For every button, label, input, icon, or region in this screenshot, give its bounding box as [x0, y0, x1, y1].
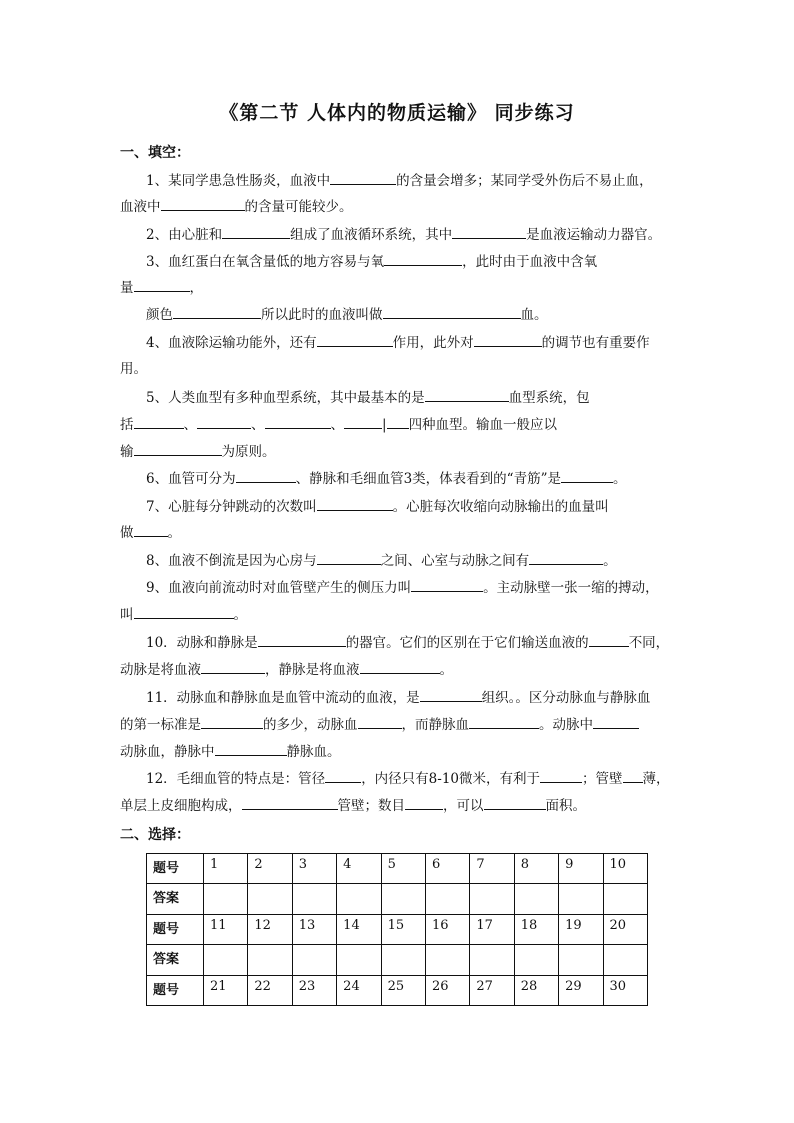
- blank[interactable]: [201, 714, 263, 729]
- blank[interactable]: [236, 468, 296, 483]
- answer-cell[interactable]: [292, 884, 336, 914]
- blank[interactable]: [474, 332, 542, 347]
- question-1-line-1: 1、某同学患急性肠炎，血液中 的含量会增多；某同学受外伤后不易止血，: [146, 170, 653, 191]
- blank[interactable]: [623, 768, 643, 783]
- question-3-line-1: 3、血红蛋白在氧含量低的地方容易与氧 ，此时由于血液中含氧: [146, 251, 597, 272]
- table-row: [147, 884, 648, 914]
- blank[interactable]: [360, 659, 440, 674]
- question-6: 6、血管可分为 、静脉和毛细血管3类，体表看到的“青筋”是 。: [146, 468, 627, 489]
- answer-cell[interactable]: [381, 884, 425, 914]
- question-11-line-2: 的第一标准是 的多少，动脉血 ，而静脉血 。动脉中: [120, 714, 639, 735]
- question-number: 27: [470, 975, 514, 1005]
- blank[interactable]: [258, 632, 346, 647]
- table-row: [147, 945, 648, 975]
- blank[interactable]: [242, 795, 338, 810]
- blank[interactable]: [317, 496, 393, 511]
- question-3-line-3: 颜色 所以此时的血液叫做 血。: [146, 304, 548, 325]
- question-5-line-2: 括 、 、 、 | 四种血型。输血一般应以: [120, 414, 557, 435]
- question-12-line-1: 12．毛细血管的特点是：管径 ，内径只有8-10微米，有利于 ；管壁 薄，: [146, 768, 670, 789]
- answer-cell[interactable]: [248, 884, 292, 914]
- section-fill-in-heading: 一、填空：: [120, 145, 190, 161]
- section-choice-heading: 二、选择：: [120, 827, 190, 843]
- question-number: 11: [204, 914, 248, 944]
- question-number: 1: [204, 854, 248, 884]
- blank[interactable]: [134, 277, 190, 292]
- answer-cell[interactable]: [514, 884, 558, 914]
- table-row: [147, 975, 648, 1005]
- question-number: 17: [470, 914, 514, 944]
- question-10-line-2: 动脉是将血液 ，静脉是将血液 。: [120, 659, 453, 680]
- answer-cell[interactable]: [559, 945, 603, 975]
- blank[interactable]: [265, 414, 331, 429]
- question-9-line-2: 叫 。: [120, 604, 247, 625]
- page-title: 《第二节 人体内的物质运输》 同步练习: [219, 102, 575, 124]
- question-number: 15: [381, 914, 425, 944]
- answer-cell[interactable]: [470, 884, 514, 914]
- question-number: 2: [248, 854, 292, 884]
- question-number: 9: [559, 854, 603, 884]
- blank[interactable]: [452, 224, 526, 239]
- question-10-line-1: 10．动脉和静脉是 的器官。它们的区别在于它们输送血液的 不同，: [146, 632, 669, 653]
- question-11-line-1: 11．动脉血和静脉血是血管中流动的血液，是 组织。。区分动脉血与静脉血: [146, 687, 650, 708]
- question-number: 18: [514, 914, 558, 944]
- question-number: 16: [425, 914, 469, 944]
- question-number: 7: [470, 854, 514, 884]
- answer-cell[interactable]: [204, 945, 248, 975]
- question-number: 12: [248, 914, 292, 944]
- question-number: 6: [425, 854, 469, 884]
- blank[interactable]: [384, 251, 462, 266]
- answer-cell[interactable]: [603, 945, 647, 975]
- row-label: 题号: [147, 975, 204, 1005]
- question-number: 4: [337, 854, 381, 884]
- answer-cell[interactable]: [603, 884, 647, 914]
- blank[interactable]: [215, 741, 287, 756]
- blank[interactable]: [201, 659, 265, 674]
- answer-cell[interactable]: [337, 884, 381, 914]
- blank[interactable]: [358, 714, 402, 729]
- answer-table: [146, 853, 648, 1006]
- blank[interactable]: [387, 414, 409, 429]
- blank[interactable]: [540, 768, 582, 783]
- blank[interactable]: [589, 632, 629, 647]
- question-7-line-2: 做 。: [120, 522, 181, 543]
- question-number: 13: [292, 914, 336, 944]
- question-3-line-2: 量 ，: [120, 277, 203, 298]
- question-9-line-1: 9、血液向前流动时对血管壁产生的侧压力叫 。主动脉壁一张一缩的搏动，: [146, 577, 659, 598]
- question-12-line-2: 单层上皮细胞构成， 管壁；数目 ，可以 面积。: [120, 795, 586, 816]
- question-number: 8: [514, 854, 558, 884]
- blank[interactable]: [484, 795, 546, 810]
- question-number: 22: [248, 975, 292, 1005]
- answer-cell[interactable]: [514, 945, 558, 975]
- question-number: 3: [292, 854, 336, 884]
- question-2: 2、由心脏和 组成了血液循环系统，其中 是血液运输动力器官。: [146, 224, 661, 245]
- question-number: 20: [603, 914, 647, 944]
- blank[interactable]: [420, 687, 482, 702]
- row-label: 答案: [147, 884, 204, 914]
- question-7-line-1: 7、心脏每分钟跳动的次数叫 。心脏每次收缩向动脉输出的血量叫: [146, 496, 609, 517]
- answer-cell[interactable]: [292, 945, 336, 975]
- question-number: 30: [603, 975, 647, 1005]
- blank[interactable]: [173, 304, 261, 319]
- question-number: 21: [204, 975, 248, 1005]
- answer-cell[interactable]: [204, 884, 248, 914]
- blank[interactable]: [469, 714, 539, 729]
- question-number: 10: [603, 854, 647, 884]
- question-11-line-3: 动脉血，静脉中 静脉血。: [120, 741, 341, 762]
- question-1-line-2: 血液中 的含量可能较少。: [120, 196, 353, 217]
- blank[interactable]: [222, 224, 290, 239]
- question-number: 23: [292, 975, 336, 1005]
- question-number: 26: [425, 975, 469, 1005]
- row-label: 题号: [147, 854, 204, 884]
- question-number: 25: [381, 975, 425, 1005]
- blank[interactable]: [425, 387, 509, 402]
- question-4-line-1: 4、血液除运输功能外，还有 作用，此外对 的调节也有重要作: [146, 332, 650, 353]
- answer-cell[interactable]: [248, 945, 292, 975]
- blank[interactable]: [134, 604, 234, 619]
- answer-cell[interactable]: [381, 945, 425, 975]
- blank[interactable]: [561, 468, 613, 483]
- blank[interactable]: [405, 795, 443, 810]
- question-number: 19: [559, 914, 603, 944]
- question-8: 8、血液不倒流是因为心房与 之间、心室与动脉之间有 。: [146, 550, 617, 571]
- blank[interactable]: [134, 414, 184, 429]
- blank[interactable]: [161, 196, 245, 211]
- question-number: 24: [337, 975, 381, 1005]
- blank[interactable]: [317, 550, 381, 565]
- blank[interactable]: [411, 577, 483, 592]
- question-number: 29: [559, 975, 603, 1005]
- blank[interactable]: [529, 550, 603, 565]
- blank[interactable]: [134, 522, 168, 537]
- blank[interactable]: [197, 414, 251, 429]
- blank[interactable]: [593, 714, 639, 729]
- table-row: [147, 914, 648, 944]
- question-number: 5: [381, 854, 425, 884]
- answer-cell[interactable]: [470, 945, 514, 975]
- blank[interactable]: [317, 332, 393, 347]
- row-label: 答案: [147, 945, 204, 975]
- answer-cell[interactable]: [337, 945, 381, 975]
- blank[interactable]: [330, 170, 396, 185]
- blank[interactable]: [344, 414, 382, 429]
- answer-cell[interactable]: [559, 884, 603, 914]
- question-number: 28: [514, 975, 558, 1005]
- question-5-line-3: 输 为原则。: [120, 441, 276, 462]
- blank[interactable]: [383, 304, 521, 319]
- row-label: 题号: [147, 914, 204, 944]
- blank[interactable]: [325, 768, 361, 783]
- question-5-line-1: 5、人类血型有多种血型系统，其中最基本的是 血型系统，包: [146, 387, 590, 408]
- question-number: 14: [337, 914, 381, 944]
- table-row: [147, 854, 648, 884]
- answer-cell[interactable]: [425, 945, 469, 975]
- blank[interactable]: [134, 441, 222, 456]
- question-4-line-2: 用。: [120, 361, 147, 377]
- answer-cell[interactable]: [425, 884, 469, 914]
